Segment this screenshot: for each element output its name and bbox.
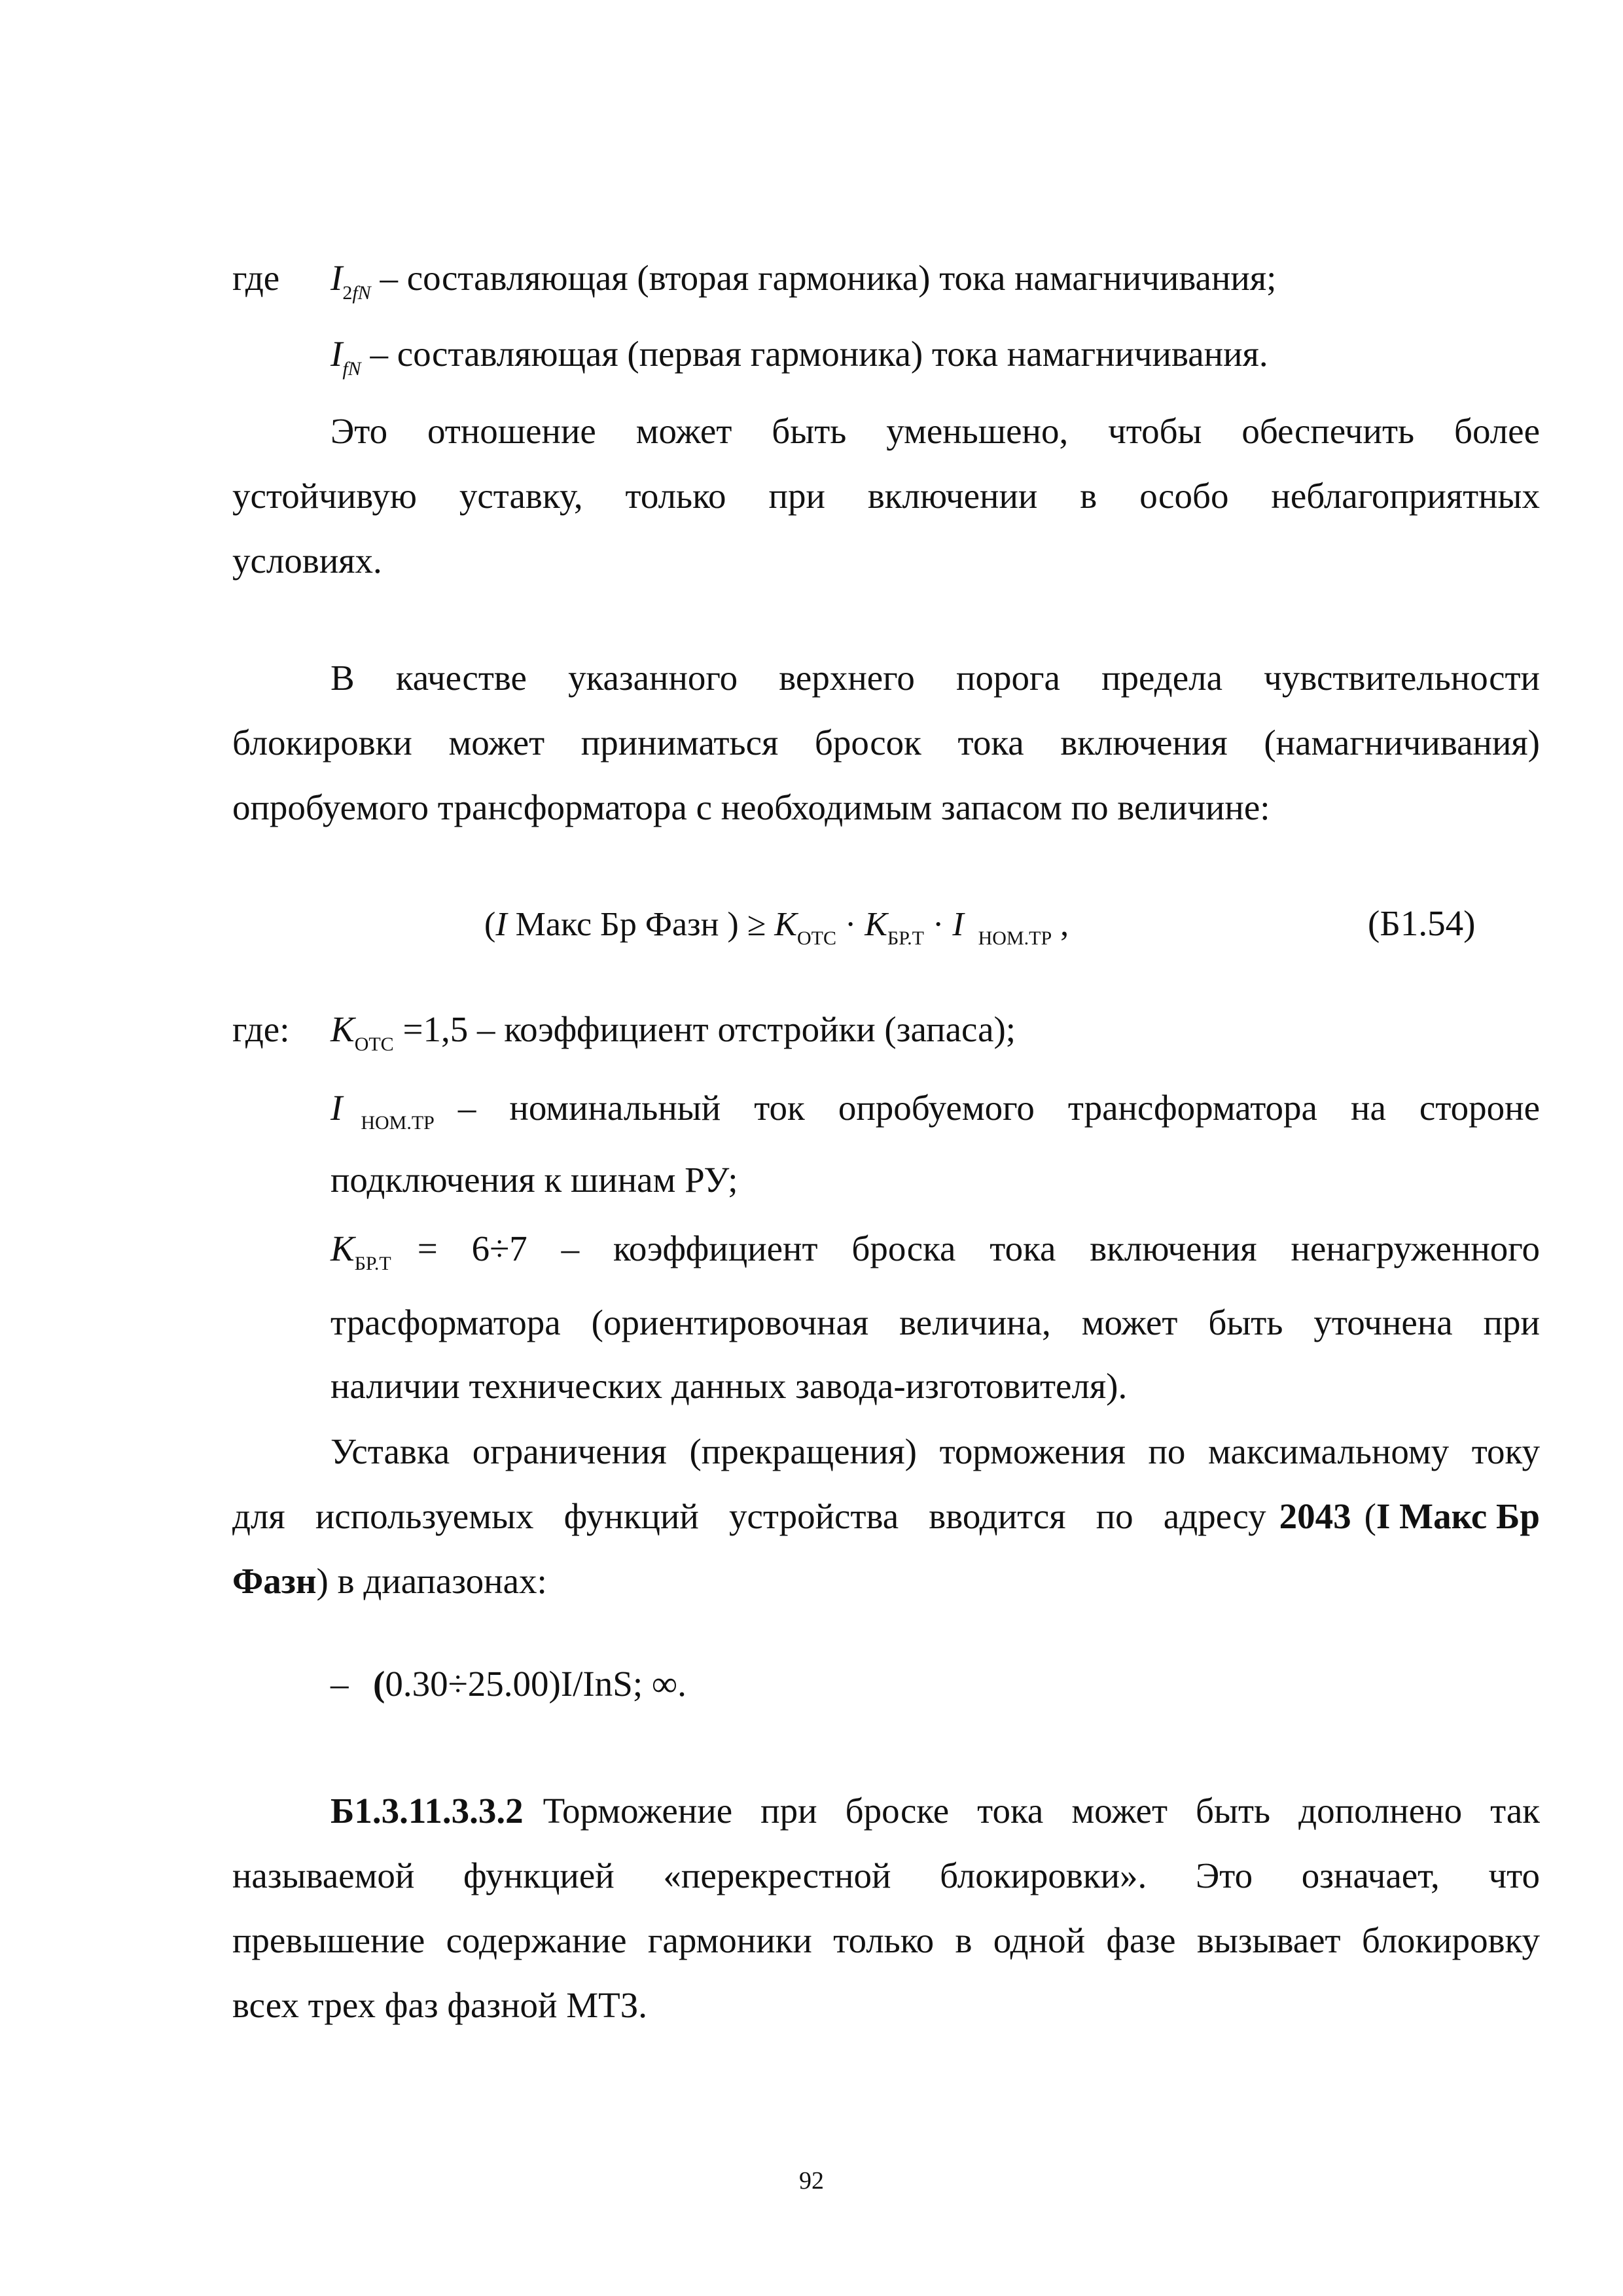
section-number: Б1.3.11.3.3.2 (330, 1791, 524, 1831)
where-label-1: где (232, 258, 280, 298)
page-number: 92 (799, 2167, 824, 2195)
i-nom-line1: I $_{НОМ.ТР}$ – номинальный ток опробуемого трансформатора на стороне (330, 1088, 1540, 1134)
para4-line2: называемой функцией «перекрестной блокировки». Это означает, что (232, 1856, 1540, 1895)
where-label-2: где: (232, 1009, 290, 1049)
var-ifn-line: $I_{fN}$ – составляющая (первая гармоника) тока намагничивания. (330, 334, 1268, 380)
range-dash: – (330, 1664, 349, 1704)
var-sub-num: 2 (342, 282, 353, 304)
para2-line2: блокировки может приниматься бросок тока включения (намагничивания) (232, 723, 1540, 762)
var-i: I (330, 258, 343, 298)
para1-line2: устойчивую уставку, только при включении в особо неблагоприятных (232, 476, 1540, 516)
var-i2fn-desc: – составляющая (вторая гармоника) тока намагничивания; (380, 258, 1277, 298)
para3-line2: для используемых функций устройства вводится по адресу 2043 (I Макс Бр (232, 1496, 1540, 1536)
para1-line3: условиях. (232, 541, 382, 581)
k-br-line3: наличии технических данных завода-изготовителя). (330, 1366, 1128, 1406)
var-i2fn-line (330, 257, 1276, 315)
i-nom-line2: подключения к шинам РУ; (330, 1160, 738, 1200)
para1-line1: Это отношение может быть уменьшено, чтобы обеспечить более (330, 411, 1540, 451)
var-sub-fn: fN (352, 282, 371, 304)
formula: (I Макс Бр Фазн ) ≥ $K_{ОТС} \cdot K_{БР.Т} \cdot I$ $_{НОМ.ТР}$ , (484, 906, 1069, 949)
para2-line1: В качестве указанного верхнего порога предела чувствительности (330, 658, 1540, 698)
para4-line3: превышение содержание гармоники только в одной фазе вызывает блокировку (232, 1920, 1540, 1960)
k-br-line1: $K_{БР.Т}$ = 6÷7 – коэффициент броска тока включения ненагруженного (330, 1229, 1540, 1274)
range-value: (0.30÷25.00)I/InS; ∞. (373, 1664, 687, 1704)
para4-line1: Б1.3.11.3.3.2 Торможение при броске тока может быть дополнено так (330, 1789, 1540, 1833)
para3-line3: Фазн) в диапазонах: (232, 1561, 547, 1601)
para4-line4: всех трех фаз фазной МТЗ. (232, 1985, 648, 2025)
var-ifn-desc: – составляющая (первая гармоника) тока намагничивания. (370, 334, 1268, 374)
para2-line3: опробуемого трансформатора с необходимым запасом по величине: (232, 787, 1270, 827)
k-br-line2: трасформатора (ориентировочная величина, может быть уточнена при (330, 1302, 1540, 1342)
para3-line1: Уставка ограничения (прекращения) торможения по максимальному току (330, 1431, 1540, 1471)
formula-number: (Б1.54) (1368, 903, 1476, 943)
k-otc-line: $K_{ОТС} =1,5$ – коэффициент отстройки (запаса); (330, 1009, 1016, 1055)
